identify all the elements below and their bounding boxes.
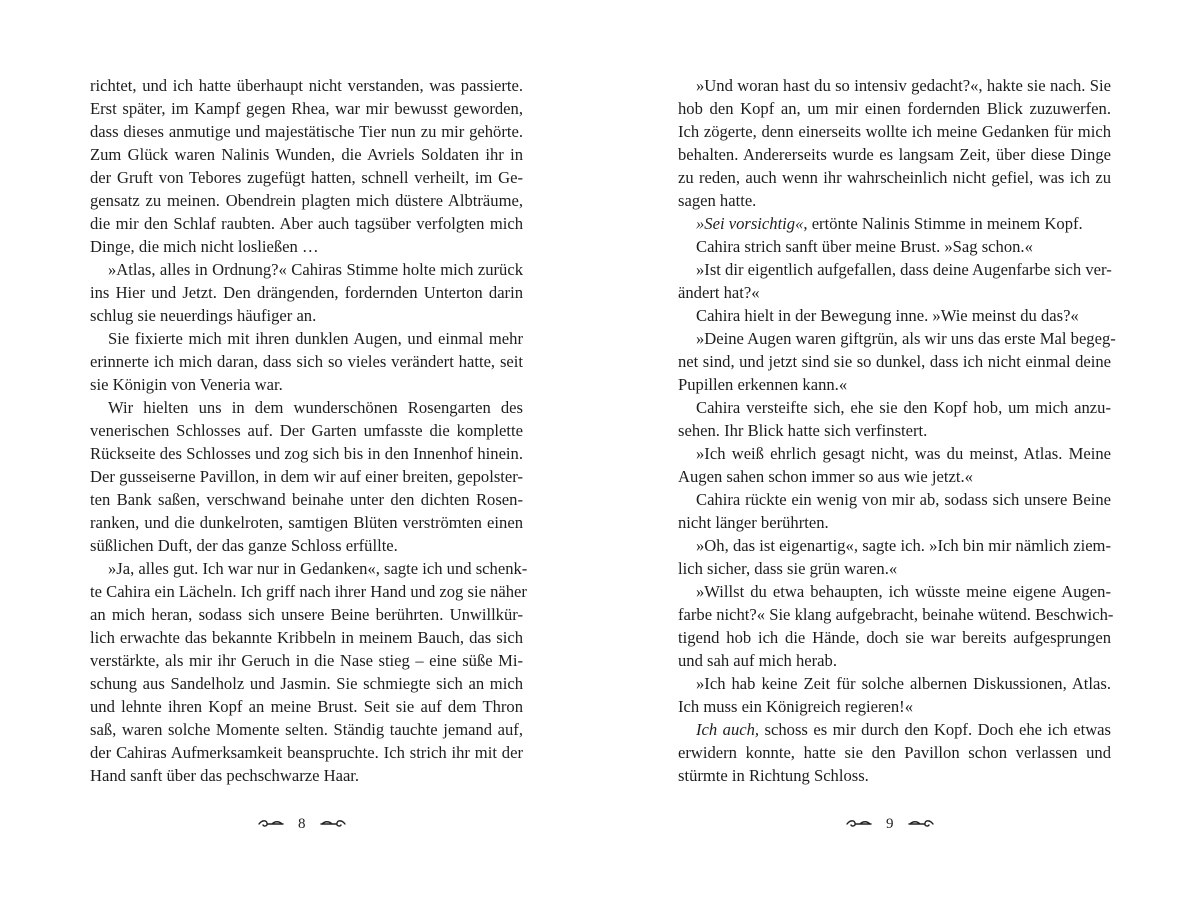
right-page — [600, 0, 1200, 909]
text-line: Cahira strich sanft über meine Brust. »Sag schon.« — [696, 237, 1033, 256]
text-line: erwidern konnte, hatte sie den Pavillon schon verlassen und — [678, 743, 1111, 762]
text-line: »Und woran hast du so intensiv gedacht?«, hakte sie nach. Sie — [696, 76, 1111, 95]
text-line: lich erwachte das bekannte Kribbeln in meinem Bauch, das sich — [90, 628, 523, 647]
text-line: erinnerte ich mich daran, dass sich so vieles verändert hatte, seit — [90, 352, 523, 371]
text-line: sie Königin von Veneria war. — [90, 375, 283, 394]
text-line: Der gusseiserne Pavillon, in dem wir auf einer breiten, gepolster- — [90, 467, 523, 486]
text-line: Dinge, die mich nicht losließen … — [90, 237, 319, 256]
text-line: die mir den Schlaf raubten. Aber auch tagsüber verfolgten mich — [90, 214, 523, 233]
text-line: Pupillen erkennen kann.« — [678, 375, 848, 394]
swirl-left-ornament-icon — [258, 818, 284, 830]
text-line: Rückseite des Schlosses und zog sich bis in den Innenhof hinein. — [90, 444, 523, 463]
text-line: behalten. Andererseits wurde es langsam Zeit, über diese Dinge — [678, 145, 1111, 164]
swirl-right-ornament-icon — [908, 818, 934, 830]
text-run: schoss es mir durch den Kopf. Doch ehe ich etwas — [759, 720, 1111, 739]
text-line: schung aus Sandelholz und Jasmin. Sie schmiegte sich an mich — [90, 674, 523, 693]
right-page-body — [678, 74, 1116, 787]
left-page-body — [90, 74, 528, 787]
text-line: saß, waren solche Momente selten. Ständig tauchte jemand auf, — [90, 720, 523, 739]
text-line: te Cahira ein Lächeln. Ich griff nach ihrer Hand und zog sie näher — [90, 582, 527, 601]
page-number-right: 9 — [886, 815, 894, 832]
text-line: Cahira hielt in der Bewegung inne. »Wie meinst du das?« — [696, 306, 1079, 325]
italic-text: »Sei vorsichtig« — [696, 214, 804, 233]
text-line: und sah auf mich herab. — [678, 651, 837, 670]
right-page-footer — [846, 813, 934, 835]
text-line: lich sicher, dass sie grün waren.« — [678, 559, 898, 578]
text-line: dass dieses anmutige und majestätische Tier nun zu mir gehörte. — [90, 122, 523, 141]
text-line: Sie fixierte mich mit ihren dunklen Augen, und einmal mehr — [108, 329, 523, 348]
text-line: ändert hat?« — [678, 283, 760, 302]
text-line: der Cahiras Aufmerksamkeit beanspruchte. Ich strich ihr mit der — [90, 743, 523, 762]
text-line: »Atlas, alles in Ordnung?« Cahiras Stimme holte mich zurück — [108, 260, 523, 279]
text-line: verstärkte, als mir ihr Geruch in die Nase stieg – eine süße Mi- — [90, 651, 523, 670]
text-line: net sind, und jetzt sind sie so dunkel, dass ich nicht einmal deine — [678, 352, 1111, 371]
text-line: Erst später, im Kampf gegen Rhea, war mir bewusst geworden, — [90, 99, 523, 118]
text-line: süßlichen Duft, der das ganze Schloss erfüllte. — [90, 536, 398, 555]
text-line: gensatz zu meinen. Obendrein plagten mich düstere Albträume, — [90, 191, 523, 210]
text-line: Hand sanft über das pechschwarze Haar. — [90, 766, 360, 785]
text-line: stürmte in Richtung Schloss. — [678, 766, 869, 785]
text-line: Cahira versteifte sich, ehe sie den Kopf hob, um mich anzu- — [696, 398, 1111, 417]
text-line: nicht länger berührten. — [678, 513, 829, 532]
text-line: ten Bank saßen, verschwand beinahe unter den dichten Rosen- — [90, 490, 523, 509]
text-line: sagen hatte. — [678, 191, 757, 210]
text-line: »Willst du etwa behaupten, ich wüsste meine eigene Augen- — [696, 582, 1111, 601]
text-line: farbe nicht?« Sie klang aufgebracht, beinahe wütend. Beschwich- — [678, 605, 1114, 624]
text-line: venerischen Schlosses auf. Der Garten umfasste die komplette — [90, 421, 523, 440]
text-line — [678, 212, 1111, 235]
text-line: Augen sahen schon immer so aus wie jetzt.« — [678, 467, 973, 486]
text-line: »Ich weiß ehrlich gesagt nicht, was du meinst, Atlas. Meine — [696, 444, 1111, 463]
italic-text: Ich auch, — [696, 720, 760, 739]
text-line — [678, 718, 1111, 741]
page-number-left: 8 — [298, 815, 306, 832]
text-line: ranken, und die dunkelroten, samtigen Blüten verströmten einen — [90, 513, 523, 532]
text-line: Wir hielten uns in dem wunderschönen Rosengarten des — [108, 398, 523, 417]
text-line: hob den Kopf an, um mir einen fordernden Blick zuzuwerfen. — [678, 99, 1111, 118]
text-line: Ich zögerte, denn einerseits wollte ich meine Gedanken für mich — [678, 122, 1111, 141]
text-line: »Ja, alles gut. Ich war nur in Gedanken«, sagte ich und schenk- — [108, 559, 528, 578]
text-line: an mich heran, sodass sich unsere Beine berührten. Unwillkür- — [90, 605, 523, 624]
text-line: sehen. Ihr Blick hatte sich verfinstert. — [678, 421, 928, 440]
text-line: Ich muss ein Königreich regieren!« — [678, 697, 913, 716]
swirl-left-ornament-icon — [846, 818, 872, 830]
text-run: , ertönte Nalinis Stimme in meinem Kopf. — [803, 214, 1083, 233]
swirl-right-ornament-icon — [320, 818, 346, 830]
text-line: richtet, und ich hatte überhaupt nicht verstanden, was passierte. — [90, 76, 523, 95]
text-line: der Gruft von Tebores zugefügt hatten, schnell verheilt, im Ge- — [90, 168, 523, 187]
text-line: zu reden, auch wenn ihr wahrscheinlich nicht gefiel, was ich zu — [678, 168, 1111, 187]
text-line: tigend hob ich die Hände, doch sie war bereits aufgesprungen — [678, 628, 1111, 647]
text-line: »Ich hab keine Zeit für solche albernen Diskussionen, Atlas. — [696, 674, 1111, 693]
text-line: »Deine Augen waren giftgrün, als wir uns das erste Mal begeg- — [696, 329, 1116, 348]
text-line: »Ist dir eigentlich aufgefallen, dass deine Augenfarbe sich ver- — [696, 260, 1112, 279]
text-line: schlug sie neuerdings häufiger an. — [90, 306, 317, 325]
text-line: »Oh, das ist eigenartig«, sagte ich. »Ich bin mir nämlich ziem- — [696, 536, 1111, 555]
text-line: Cahira rückte ein wenig von mir ab, sodass sich unsere Beine — [696, 490, 1111, 509]
text-line: und lehnte ihren Kopf an meine Brust. Seit sie auf dem Thron — [90, 697, 523, 716]
text-line: ins Hier und Jetzt. Den drängenden, fordernden Unterton darin — [90, 283, 523, 302]
left-page-footer — [258, 813, 346, 835]
text-line: Zum Glück waren Nalinis Wunden, die Avriels Soldaten ihr in — [90, 145, 523, 164]
